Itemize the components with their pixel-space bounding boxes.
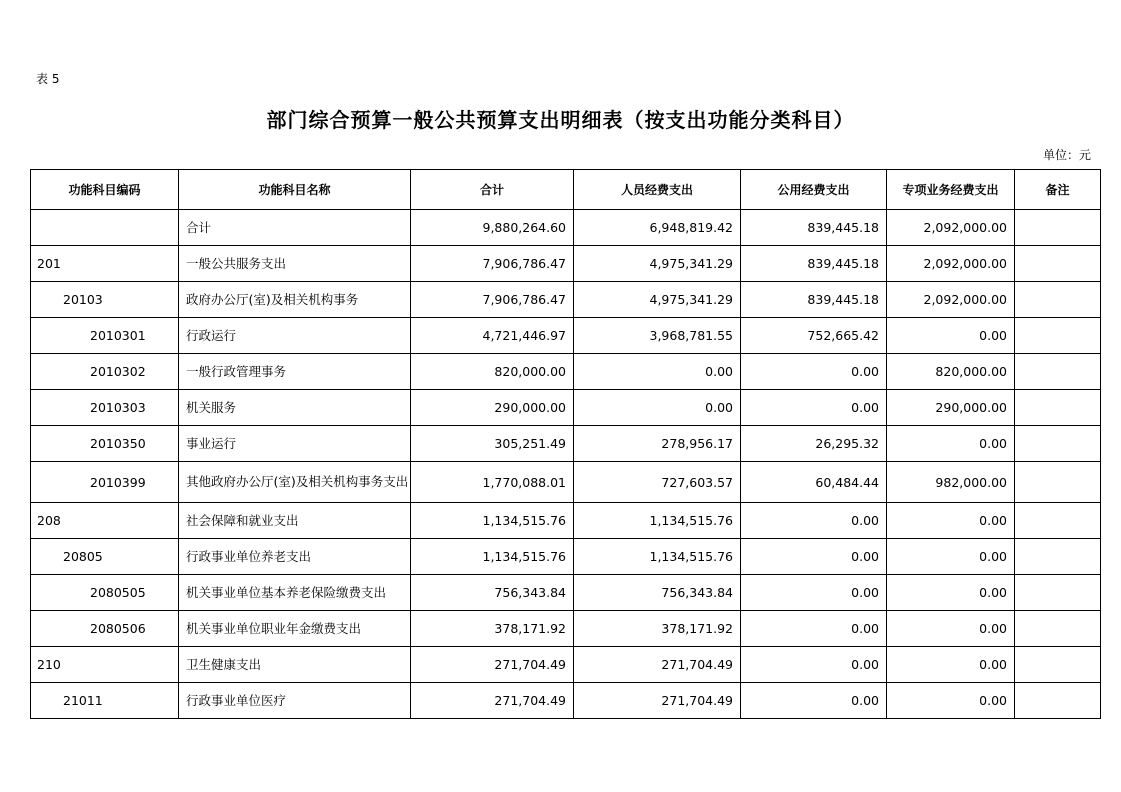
cell-remark bbox=[1015, 539, 1101, 575]
cell-remark bbox=[1015, 683, 1101, 719]
cell-special: 0.00 bbox=[887, 575, 1015, 611]
cell-special: 820,000.00 bbox=[887, 354, 1015, 390]
cell-name: 事业运行 bbox=[179, 426, 411, 462]
cell-public: 0.00 bbox=[741, 575, 887, 611]
cell-personnel: 0.00 bbox=[574, 354, 741, 390]
cell-total: 820,000.00 bbox=[411, 354, 574, 390]
cell-remark bbox=[1015, 575, 1101, 611]
cell-public: 0.00 bbox=[741, 683, 887, 719]
cell-remark bbox=[1015, 503, 1101, 539]
cell-name: 行政事业单位养老支出 bbox=[179, 539, 411, 575]
cell-total: 7,906,786.47 bbox=[411, 246, 574, 282]
cell-name: 卫生健康支出 bbox=[179, 647, 411, 683]
header-remark: 备注 bbox=[1015, 170, 1101, 210]
cell-special: 290,000.00 bbox=[887, 390, 1015, 426]
cell-remark bbox=[1015, 390, 1101, 426]
table-row bbox=[31, 426, 1101, 462]
cell-code: 201 bbox=[31, 246, 179, 282]
cell-personnel: 0.00 bbox=[574, 390, 741, 426]
cell-personnel: 727,603.57 bbox=[574, 462, 741, 503]
cell-name: 一般行政管理事务 bbox=[179, 354, 411, 390]
cell-code: 210 bbox=[31, 647, 179, 683]
cell-personnel: 3,968,781.55 bbox=[574, 318, 741, 354]
cell-code: 2010302 bbox=[31, 354, 179, 390]
table-header bbox=[31, 170, 1101, 210]
cell-public: 839,445.18 bbox=[741, 282, 887, 318]
cell-total: 1,134,515.76 bbox=[411, 503, 574, 539]
cell-total: 4,721,446.97 bbox=[411, 318, 574, 354]
cell-code: 20103 bbox=[31, 282, 179, 318]
cell-public: 0.00 bbox=[741, 539, 887, 575]
cell-public: 0.00 bbox=[741, 611, 887, 647]
table-row bbox=[31, 354, 1101, 390]
header-row bbox=[31, 170, 1101, 210]
cell-remark bbox=[1015, 354, 1101, 390]
cell-personnel: 4,975,341.29 bbox=[574, 282, 741, 318]
cell-public: 0.00 bbox=[741, 503, 887, 539]
header-personnel: 人员经费支出 bbox=[574, 170, 741, 210]
header-special: 专项业务经费支出 bbox=[887, 170, 1015, 210]
header-code: 功能科目编码 bbox=[31, 170, 179, 210]
cell-name: 其他政府办公厅(室)及相关机构事务支出 bbox=[179, 462, 411, 503]
budget-table bbox=[30, 169, 1101, 719]
cell-personnel: 271,704.49 bbox=[574, 683, 741, 719]
cell-personnel: 1,134,515.76 bbox=[574, 503, 741, 539]
cell-remark bbox=[1015, 210, 1101, 246]
cell-name: 一般公共服务支出 bbox=[179, 246, 411, 282]
header-name: 功能科目名称 bbox=[179, 170, 411, 210]
cell-special: 2,092,000.00 bbox=[887, 210, 1015, 246]
cell-special: 982,000.00 bbox=[887, 462, 1015, 503]
cell-public: 839,445.18 bbox=[741, 210, 887, 246]
cell-total: 9,880,264.60 bbox=[411, 210, 574, 246]
cell-total: 7,906,786.47 bbox=[411, 282, 574, 318]
cell-personnel: 4,975,341.29 bbox=[574, 246, 741, 282]
cell-total: 1,134,515.76 bbox=[411, 539, 574, 575]
cell-remark bbox=[1015, 318, 1101, 354]
cell-remark bbox=[1015, 246, 1101, 282]
unit-label: 单位：元 bbox=[1042, 148, 1091, 162]
table-body bbox=[31, 210, 1101, 719]
cell-special: 0.00 bbox=[887, 647, 1015, 683]
cell-code: 2010350 bbox=[31, 426, 179, 462]
cell-name: 行政运行 bbox=[179, 318, 411, 354]
cell-code bbox=[31, 210, 179, 246]
cell-remark bbox=[1015, 426, 1101, 462]
table-row bbox=[31, 539, 1101, 575]
table-row bbox=[31, 683, 1101, 719]
cell-total: 756,343.84 bbox=[411, 575, 574, 611]
header-total: 合计 bbox=[411, 170, 574, 210]
cell-personnel: 271,704.49 bbox=[574, 647, 741, 683]
cell-public: 26,295.32 bbox=[741, 426, 887, 462]
cell-special: 0.00 bbox=[887, 683, 1015, 719]
cell-remark bbox=[1015, 611, 1101, 647]
cell-personnel: 278,956.17 bbox=[574, 426, 741, 462]
table-row bbox=[31, 390, 1101, 426]
cell-special: 0.00 bbox=[887, 503, 1015, 539]
cell-code: 2010399 bbox=[31, 462, 179, 503]
cell-remark bbox=[1015, 282, 1101, 318]
cell-public: 0.00 bbox=[741, 647, 887, 683]
cell-name: 合计 bbox=[179, 210, 411, 246]
table-row bbox=[31, 611, 1101, 647]
table-row bbox=[31, 210, 1101, 246]
table-row bbox=[31, 503, 1101, 539]
cell-total: 271,704.49 bbox=[411, 683, 574, 719]
cell-personnel: 1,134,515.76 bbox=[574, 539, 741, 575]
cell-personnel: 756,343.84 bbox=[574, 575, 741, 611]
cell-name: 社会保障和就业支出 bbox=[179, 503, 411, 539]
cell-public: 839,445.18 bbox=[741, 246, 887, 282]
page-title: 部门综合预算一般公共预算支出明细表（按支出功能分类科目） bbox=[266, 108, 855, 132]
cell-remark bbox=[1015, 462, 1101, 503]
cell-name: 机关事业单位基本养老保险缴费支出 bbox=[179, 575, 411, 611]
cell-public: 752,665.42 bbox=[741, 318, 887, 354]
cell-public: 60,484.44 bbox=[741, 462, 887, 503]
header-public: 公用经费支出 bbox=[741, 170, 887, 210]
cell-special: 0.00 bbox=[887, 426, 1015, 462]
cell-special: 0.00 bbox=[887, 611, 1015, 647]
cell-special: 0.00 bbox=[887, 318, 1015, 354]
cell-remark bbox=[1015, 647, 1101, 683]
cell-special: 2,092,000.00 bbox=[887, 282, 1015, 318]
cell-code: 2080506 bbox=[31, 611, 179, 647]
cell-public: 0.00 bbox=[741, 354, 887, 390]
cell-public: 0.00 bbox=[741, 390, 887, 426]
cell-code: 208 bbox=[31, 503, 179, 539]
table-row bbox=[31, 246, 1101, 282]
cell-total: 271,704.49 bbox=[411, 647, 574, 683]
cell-total: 378,171.92 bbox=[411, 611, 574, 647]
cell-special: 0.00 bbox=[887, 539, 1015, 575]
cell-name: 行政事业单位医疗 bbox=[179, 683, 411, 719]
table-row bbox=[31, 282, 1101, 318]
cell-total: 1,770,088.01 bbox=[411, 462, 574, 503]
table-row bbox=[31, 318, 1101, 354]
cell-name: 机关服务 bbox=[179, 390, 411, 426]
cell-total: 305,251.49 bbox=[411, 426, 574, 462]
cell-code: 2010303 bbox=[31, 390, 179, 426]
cell-code: 21011 bbox=[31, 683, 179, 719]
cell-code: 2080505 bbox=[31, 575, 179, 611]
table-row bbox=[31, 462, 1101, 503]
cell-special: 2,092,000.00 bbox=[887, 246, 1015, 282]
cell-total: 290,000.00 bbox=[411, 390, 574, 426]
cell-personnel: 378,171.92 bbox=[574, 611, 741, 647]
table-number: 表 5 bbox=[36, 72, 60, 86]
cell-name: 政府办公厅(室)及相关机构事务 bbox=[179, 282, 411, 318]
table-row bbox=[31, 575, 1101, 611]
cell-personnel: 6,948,819.42 bbox=[574, 210, 741, 246]
cell-code: 20805 bbox=[31, 539, 179, 575]
cell-name: 机关事业单位职业年金缴费支出 bbox=[179, 611, 411, 647]
table-row bbox=[31, 647, 1101, 683]
cell-code: 2010301 bbox=[31, 318, 179, 354]
